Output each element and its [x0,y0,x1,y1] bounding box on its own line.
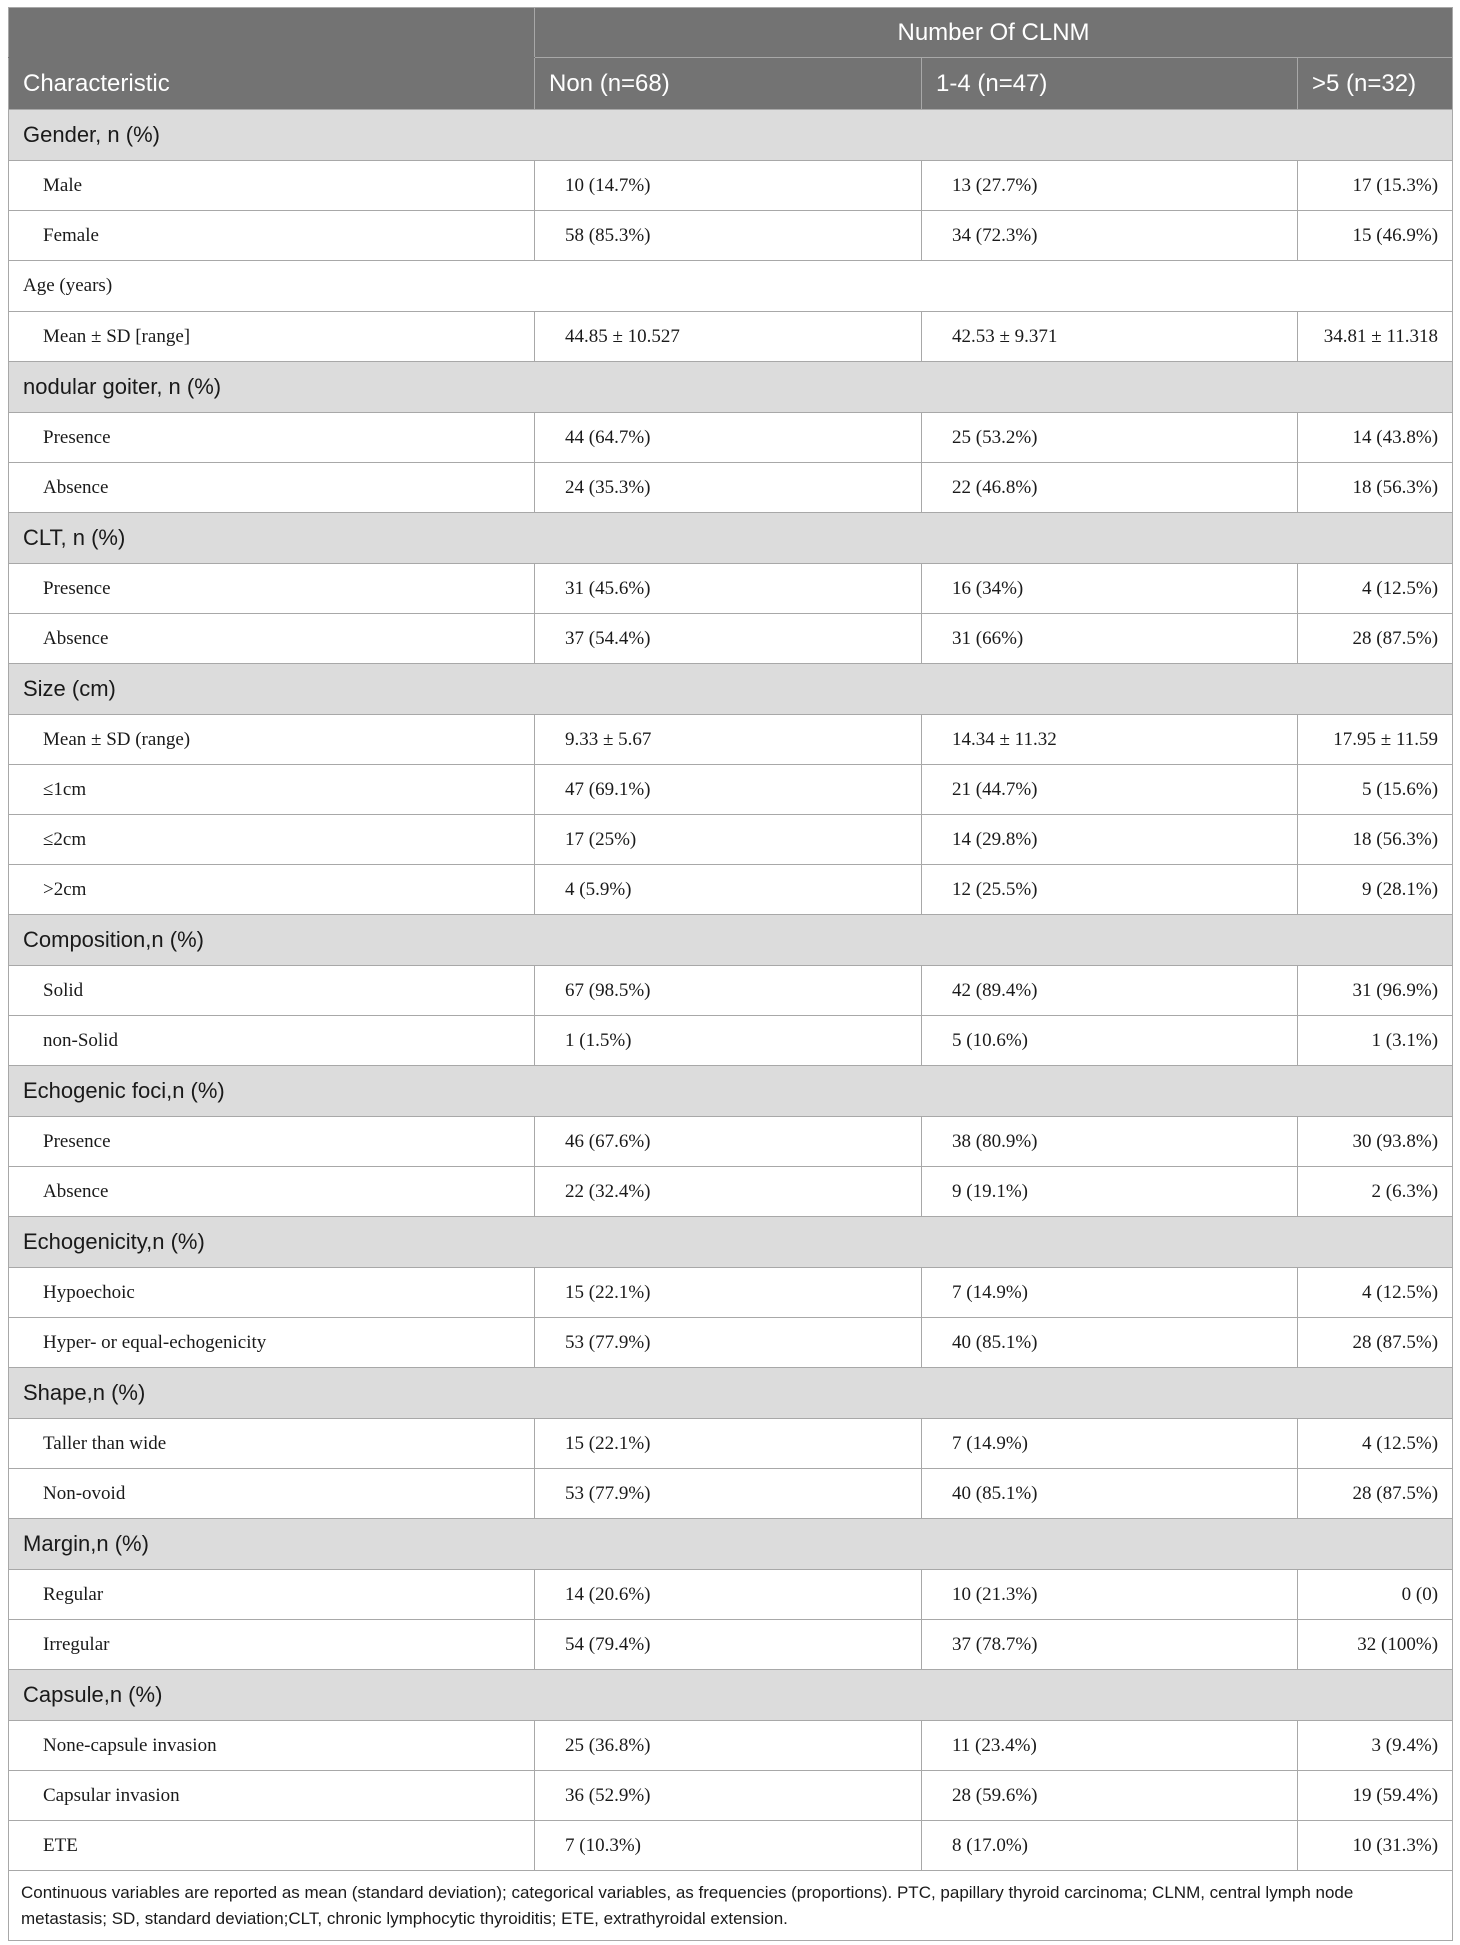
table-cell: 28 (87.5%) [1298,1318,1453,1368]
table-row [9,564,1453,614]
row-label: Presence [9,564,535,614]
section-header-row [9,261,1453,312]
table-cell: 18 (56.3%) [1298,463,1453,513]
table-cell: 4 (5.9%) [535,865,922,915]
table-row [9,1620,1453,1670]
table-cell: 67 (98.5%) [535,966,922,1016]
table-cell: 12 (25.5%) [922,865,1298,915]
table-cell: 7 (10.3%) [535,1821,922,1871]
table-cell: 44 (64.7%) [535,413,922,463]
table-cell: 4 (12.5%) [1298,1419,1453,1469]
table-cell: 32 (100%) [1298,1620,1453,1670]
table-cell: 5 (10.6%) [922,1016,1298,1066]
table-cell: 15 (22.1%) [535,1268,922,1318]
table-cell: 34.81 ± 11.318 [1298,312,1453,362]
table-cell: 8 (17.0%) [922,1821,1298,1871]
column-header-over-5: >5 (n=32) [1298,58,1453,110]
row-label: None-capsule invasion [9,1721,535,1771]
row-label: non-Solid [9,1016,535,1066]
section-header-row [9,1670,1453,1721]
table-cell: 22 (32.4%) [535,1167,922,1217]
header-group-title: Number Of CLNM [535,8,1453,58]
table-cell: 13 (27.7%) [922,161,1298,211]
column-header-characteristic: Characteristic [9,58,535,110]
row-label: Mean ± SD (range) [9,715,535,765]
table-cell: 37 (78.7%) [922,1620,1298,1670]
table-row [9,715,1453,765]
table-container [8,7,1452,1941]
header-blank-cell [9,8,535,58]
row-label: Solid [9,966,535,1016]
table-cell: 31 (96.9%) [1298,966,1453,1016]
table-cell: 44.85 ± 10.527 [535,312,922,362]
table-cell: 58 (85.3%) [535,211,922,261]
row-label: Male [9,161,535,211]
section-title: Age (years) [9,261,1453,312]
section-title: Margin,n (%) [9,1519,1453,1570]
table-row [9,463,1453,513]
table-cell: 34 (72.3%) [922,211,1298,261]
table-cell: 14.34 ± 11.32 [922,715,1298,765]
table-cell: 14 (20.6%) [535,1570,922,1620]
row-label: Absence [9,1167,535,1217]
table-cell: 4 (12.5%) [1298,1268,1453,1318]
table-row [9,765,1453,815]
table-row [9,1771,1453,1821]
table-cell: 1 (3.1%) [1298,1016,1453,1066]
table-cell: 37 (54.4%) [535,614,922,664]
section-header-row [9,1368,1453,1419]
table-row [9,1016,1453,1066]
table-cell: 10 (31.3%) [1298,1821,1453,1871]
table-row [9,312,1453,362]
table-cell: 38 (80.9%) [922,1117,1298,1167]
table-cell: 21 (44.7%) [922,765,1298,815]
row-label: Hypoechoic [9,1268,535,1318]
table-cell: 46 (67.6%) [535,1117,922,1167]
row-label: Female [9,211,535,261]
table-row [9,966,1453,1016]
table-cell: 7 (14.9%) [922,1419,1298,1469]
table-cell: 53 (77.9%) [535,1469,922,1519]
table-cell: 42.53 ± 9.371 [922,312,1298,362]
row-label: Regular [9,1570,535,1620]
table-cell: 30 (93.8%) [1298,1117,1453,1167]
table-row [9,211,1453,261]
table-cell: 0 (0) [1298,1570,1453,1620]
header-columns-row [9,58,1453,110]
row-label: Absence [9,614,535,664]
table-footnote: Continuous variables are reported as mean (standard deviation); categorical variables, as frequencies (proportions). PTC, papillary thyroid carcinoma; CLNM, central lymph node metastasis; SD, standard deviation;CLT, chronic lymphocytic thyroiditis; ETE, extrathyroidal extension. [9,1871,1453,1941]
table-cell: 28 (59.6%) [922,1771,1298,1821]
clnm-characteristics-table [8,7,1453,1941]
section-header-row [9,1519,1453,1570]
row-label: Irregular [9,1620,535,1670]
table-row [9,815,1453,865]
table-cell: 17.95 ± 11.59 [1298,715,1453,765]
section-title: Capsule,n (%) [9,1670,1453,1721]
footnote-row [9,1871,1453,1941]
row-label: Non-ovoid [9,1469,535,1519]
section-header-row [9,664,1453,715]
section-header-row [9,110,1453,161]
section-header-row [9,362,1453,413]
table-cell: 53 (77.9%) [535,1318,922,1368]
header-group-row [9,8,1453,58]
table-cell: 18 (56.3%) [1298,815,1453,865]
section-title: Shape,n (%) [9,1368,1453,1419]
table-cell: 17 (25%) [535,815,922,865]
row-label: Capsular invasion [9,1771,535,1821]
column-header-non: Non (n=68) [535,58,922,110]
table-cell: 9 (28.1%) [1298,865,1453,915]
section-header-row [9,1066,1453,1117]
table-cell: 28 (87.5%) [1298,614,1453,664]
table-row [9,1318,1453,1368]
table-cell: 2 (6.3%) [1298,1167,1453,1217]
table-cell: 15 (22.1%) [535,1419,922,1469]
table-row [9,865,1453,915]
row-label: Presence [9,413,535,463]
table-cell: 22 (46.8%) [922,463,1298,513]
table-body [9,110,1453,1871]
table-cell: 47 (69.1%) [535,765,922,815]
row-label: ≤2cm [9,815,535,865]
table-cell: 42 (89.4%) [922,966,1298,1016]
row-label: Absence [9,463,535,513]
section-title: Size (cm) [9,664,1453,715]
table-cell: 40 (85.1%) [922,1318,1298,1368]
row-label: Mean ± SD [range] [9,312,535,362]
table-cell: 40 (85.1%) [922,1469,1298,1519]
section-title: Gender, n (%) [9,110,1453,161]
row-label: >2cm [9,865,535,915]
section-header-row [9,513,1453,564]
table-cell: 4 (12.5%) [1298,564,1453,614]
row-label: ETE [9,1821,535,1871]
table-cell: 25 (53.2%) [922,413,1298,463]
table-cell: 54 (79.4%) [535,1620,922,1670]
section-title: nodular goiter, n (%) [9,362,1453,413]
table-cell: 7 (14.9%) [922,1268,1298,1318]
table-row [9,1117,1453,1167]
table-cell: 31 (66%) [922,614,1298,664]
table-cell: 25 (36.8%) [535,1721,922,1771]
table-cell: 9.33 ± 5.67 [535,715,922,765]
table-row [9,1268,1453,1318]
table-row [9,1570,1453,1620]
section-header-row [9,915,1453,966]
table-cell: 3 (9.4%) [1298,1721,1453,1771]
table-footer [9,1871,1453,1941]
table-row [9,1469,1453,1519]
table-row [9,614,1453,664]
table-cell: 31 (45.6%) [535,564,922,614]
row-label: Presence [9,1117,535,1167]
section-title: CLT, n (%) [9,513,1453,564]
table-row [9,1419,1453,1469]
section-title: Echogenicity,n (%) [9,1217,1453,1268]
table-cell: 36 (52.9%) [535,1771,922,1821]
row-label: Hyper- or equal-echogenicity [9,1318,535,1368]
row-label: Taller than wide [9,1419,535,1469]
table-cell: 10 (14.7%) [535,161,922,211]
table-cell: 10 (21.3%) [922,1570,1298,1620]
table-cell: 16 (34%) [922,564,1298,614]
table-header [9,8,1453,110]
table-cell: 11 (23.4%) [922,1721,1298,1771]
table-cell: 19 (59.4%) [1298,1771,1453,1821]
table-cell: 14 (43.8%) [1298,413,1453,463]
table-cell: 28 (87.5%) [1298,1469,1453,1519]
section-title: Composition,n (%) [9,915,1453,966]
table-row [9,1167,1453,1217]
column-header-1-4: 1-4 (n=47) [922,58,1298,110]
section-header-row [9,1217,1453,1268]
table-row [9,413,1453,463]
table-cell: 15 (46.9%) [1298,211,1453,261]
table-cell: 24 (35.3%) [535,463,922,513]
table-cell: 5 (15.6%) [1298,765,1453,815]
table-cell: 14 (29.8%) [922,815,1298,865]
table-row [9,1721,1453,1771]
table-cell: 1 (1.5%) [535,1016,922,1066]
table-cell: 9 (19.1%) [922,1167,1298,1217]
table-row [9,161,1453,211]
section-title: Echogenic foci,n (%) [9,1066,1453,1117]
row-label: ≤1cm [9,765,535,815]
table-cell: 17 (15.3%) [1298,161,1453,211]
table-row [9,1821,1453,1871]
